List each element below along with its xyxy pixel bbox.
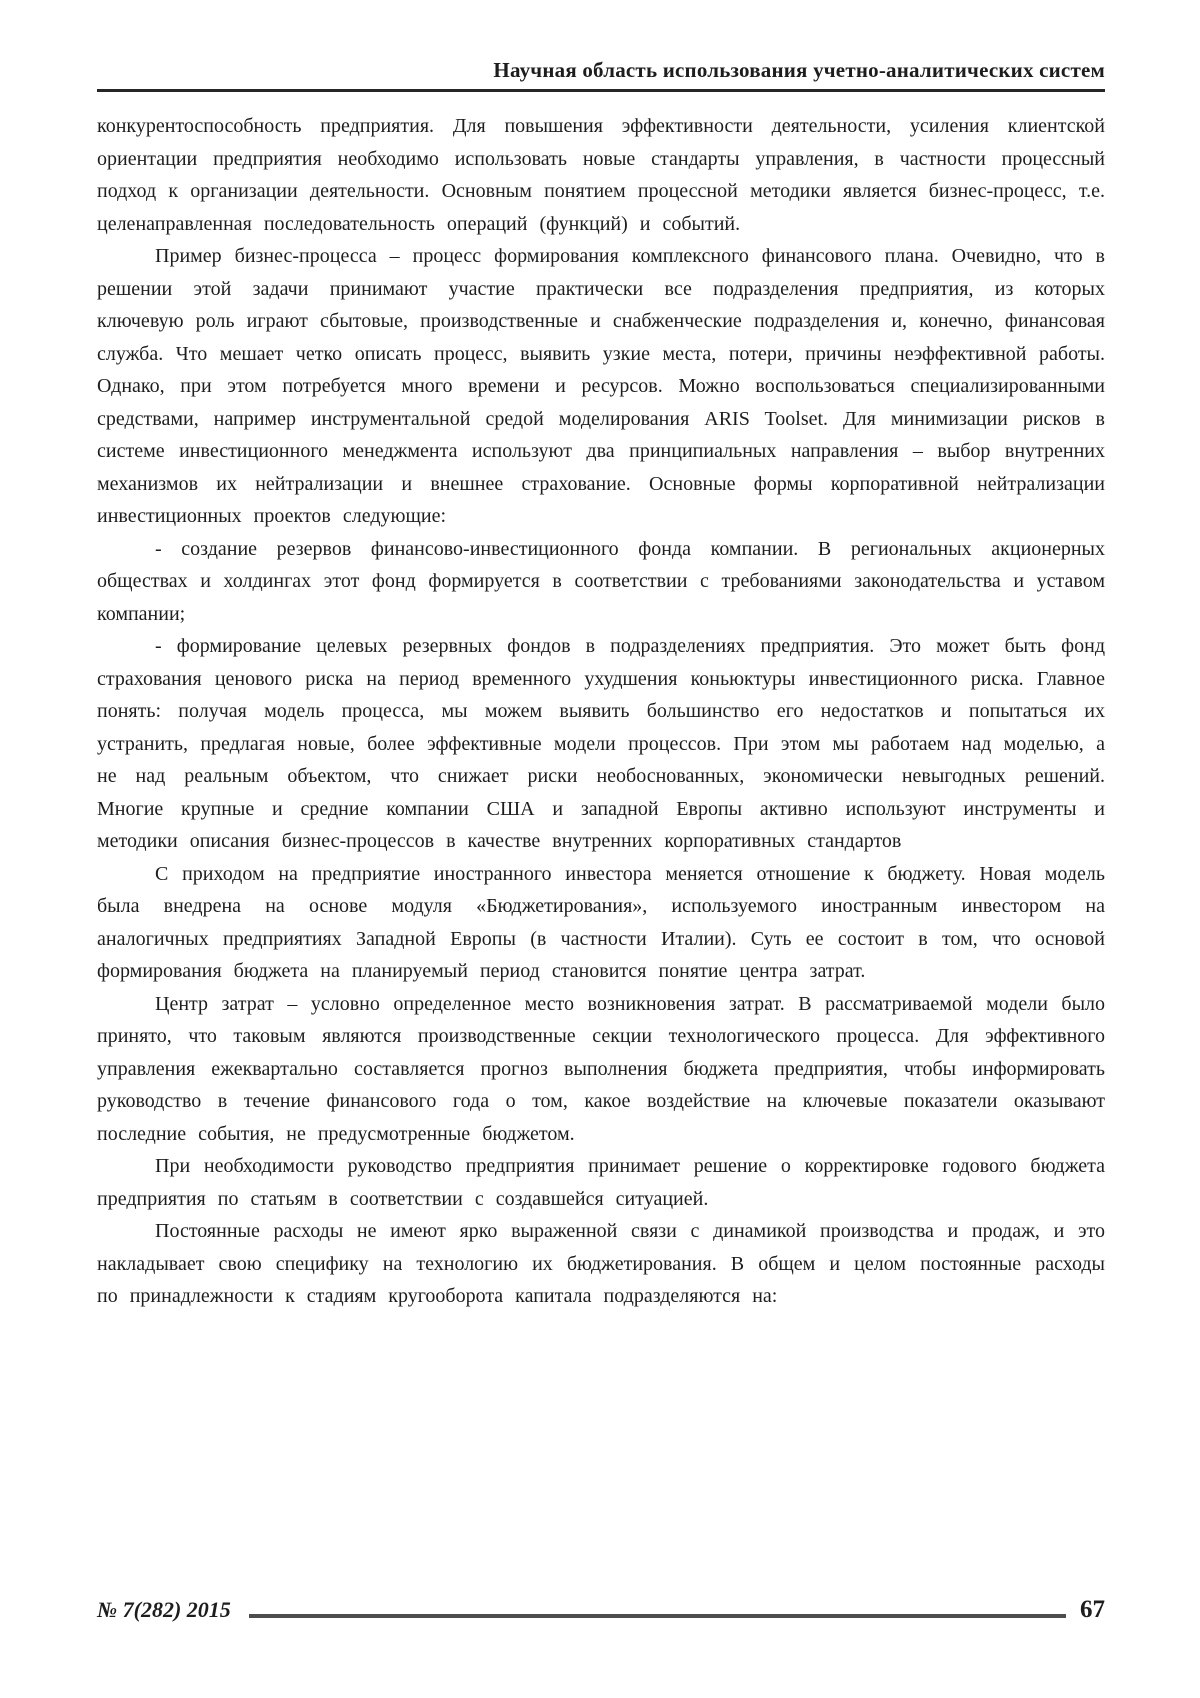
running-head-title: Научная область использования учетно-аналитических систем — [493, 58, 1105, 82]
footer-rule — [249, 1614, 1066, 1618]
paragraph: конкурентоспособность предприятия. Для повышения эффективности деятельности, усиления клиентской ориентации предприятия необходимо использовать новые стандарты управления, в частности процессный подход к организации деятельности. Основным понятием процессной методики является бизнес-процесс, т.е. целенаправленная последовательность операций (функций) и событий. — [97, 115, 1105, 235]
paragraph: Пример бизнес-процесса – процесс формирования комплексного финансового плана. Очевидно, что в решении этой задачи принимают участие практически все подразделения предприятия, из которых ключевую роль играют сбытовые, производственные и снабженческие подразделения и, конечно, финансовая служба. Что мешает четко описать процесс, выявить узкие места, потери, причины неэффективной работы. Однако, при этом потребуется много времени и ресурсов. Можно воспользоваться специализированными средствами, например инструментальной средой моделирования ARIS Toolset. Для минимизации рисков в системе инвестиционного менеджмента используют два принципиальных направления – выбор внутренних механизмов их нейтрализации и внешнее страхование. Основные формы корпоративной нейтрализации инвестиционных проектов следующие: — [97, 245, 1105, 527]
journal-issue: № 7(282) 2015 — [97, 1597, 231, 1622]
page-header — [97, 58, 1105, 92]
paragraph: Постоянные расходы не имеют ярко выраженной связи с динамикой производства и продаж, и это накладывает свою специфику на технологию их бюджетирования. В общем и целом постоянные расходы по принадлежности к стадиям кругооборота капитала подразделяются на: — [97, 1220, 1105, 1307]
article-body — [97, 110, 1105, 1313]
paragraph: С приходом на предприятие иностранного инвестора меняется отношение к бюджету. Новая модель была внедрена на основе модуля «Бюджетирования», используемого иностранным инвестором на аналогичных предприятиях Западной Европы (в частности Италии). Суть ее состоит в том, что основой формирования бюджета на планируемый период становится понятие центра затрат. — [97, 862, 1105, 982]
paragraph: Центр затрат – условно определенное место возникновения затрат. В рассматриваемой модели было принято, что таковым являются производственные секции технологического процесса. Для эффективного управления ежеквартально составляется прогноз выполнения бюджета предприятия, чтобы информировать руководство в течение финансового года о том, какое воздействие на ключевые показатели оказывают последние события, не предусмотренные бюджетом. — [97, 992, 1105, 1145]
page-footer — [97, 1596, 1105, 1624]
paragraph: При необходимости руководство предприятия принимает решение о корректировке годового бюджета предприятия по статьям в соответствии с создавшейся ситуацией. — [97, 1155, 1105, 1210]
list-item-paragraph: - формирование целевых резервных фондов в подразделениях предприятия. Это может быть фонд страхования ценового риска на период временного ухудшения коньюктуры инвестиционного риска. Главное понять: получая модель процесса, мы можем выявить большинство его недостатков и попытаться их устранить, предлагая новые, более эффективные модели процессов. При этом мы работаем над моделью, а не над реальным объектом, что снижает риски необоснованных, экономически невыгодных решений. Многие крупные и средние компании США и западной Европы активно используют инструменты и методики описания бизнес-процессов в качестве внутренних корпоративных стандартов — [97, 635, 1105, 852]
page-number: 67 — [1080, 1596, 1105, 1623]
list-item-paragraph: - создание резервов финансово-инвестиционного фонда компании. В региональных акционерных обществах и холдингах этот фонд формируется в соответствии с требованиями законодательства и уставом компании; — [97, 537, 1105, 625]
